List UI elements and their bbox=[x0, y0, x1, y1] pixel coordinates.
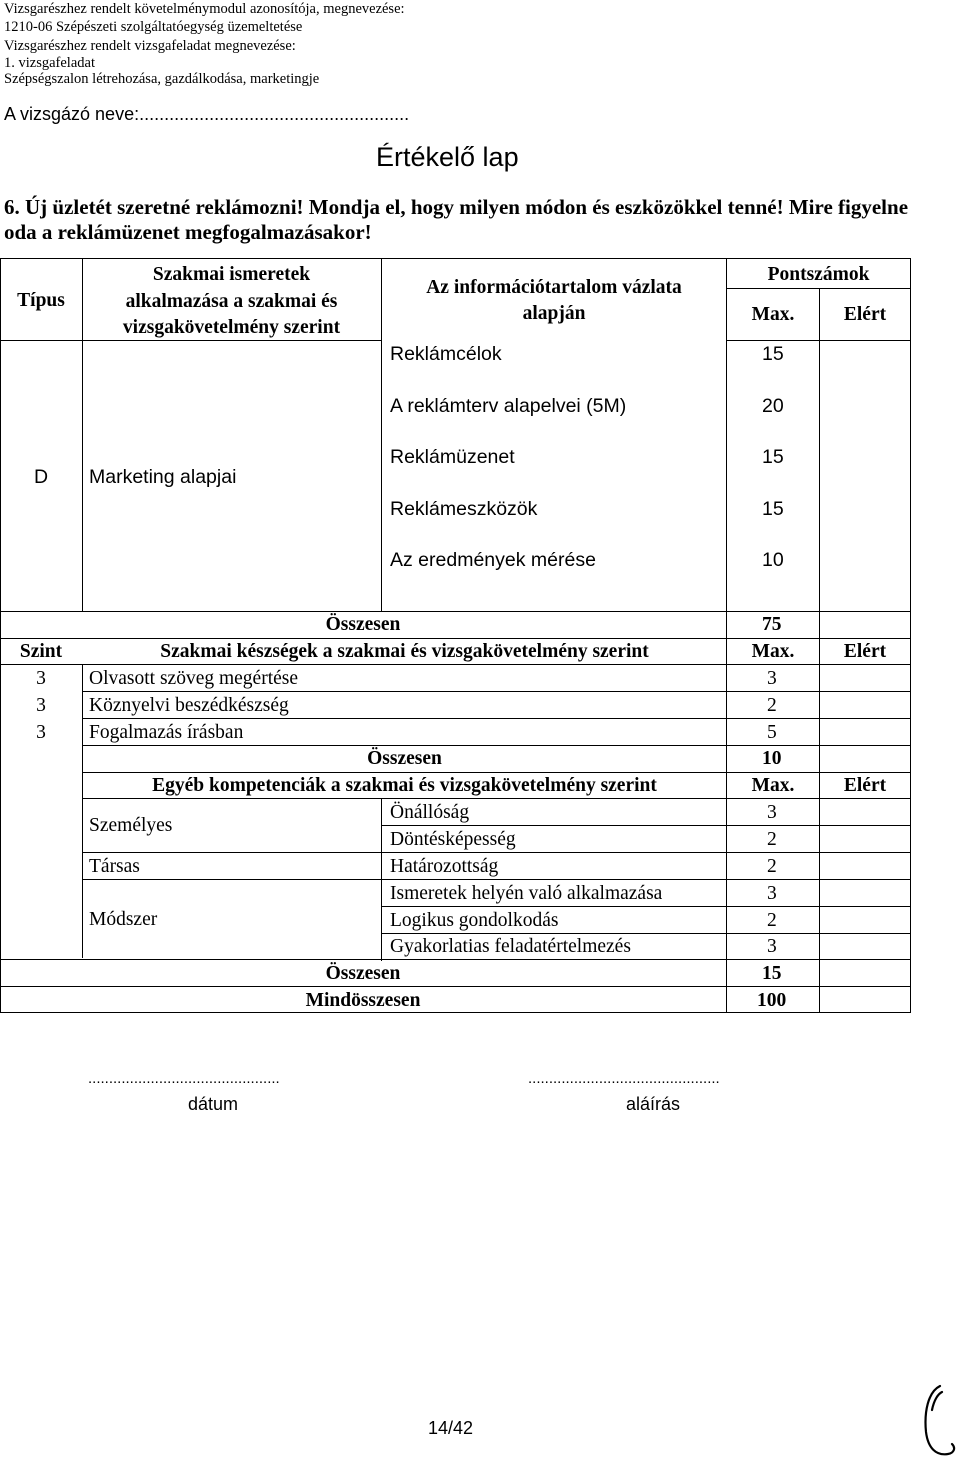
item-label: Reklámüzenet bbox=[390, 446, 515, 468]
competency-label: Logikus gondolkodás bbox=[390, 910, 559, 931]
other-competencies-header: Egyéb kompetenciák a szakmai és vizsgakövetelmény szerint bbox=[152, 775, 657, 796]
skill-level: 3 bbox=[36, 695, 46, 716]
competency-label: Önállóság bbox=[390, 802, 470, 823]
item-max: 20 bbox=[762, 395, 784, 417]
signature-dots: .............................................. bbox=[528, 1070, 720, 1087]
type-value: D bbox=[33, 466, 49, 488]
competency-label: Gyakorlatias feladatértelmezés bbox=[390, 936, 631, 957]
module-id-label: Vizsgarészhez rendelt követelménymodul azonosítója, megnevezése: bbox=[4, 1, 405, 17]
item-max: 15 bbox=[762, 446, 784, 468]
task-number: 1. vizsgafeladat bbox=[4, 55, 95, 71]
competency-max: 2 bbox=[767, 910, 777, 931]
group-personal: Személyes bbox=[89, 815, 173, 836]
grand-total-value: 100 bbox=[757, 990, 787, 1011]
col-achieved-header-2: Elért bbox=[843, 641, 887, 662]
competency-label: Döntésképesség bbox=[390, 829, 516, 850]
item-label: Reklámeszközök bbox=[390, 498, 538, 520]
date-dots: .............................................. bbox=[88, 1070, 280, 1087]
item-max: 15 bbox=[762, 343, 784, 365]
col-points-header: Pontszámok bbox=[767, 264, 870, 285]
item-label: A reklámterv alapelvei (5M) bbox=[390, 395, 627, 417]
section3-total-value: 15 bbox=[762, 963, 782, 984]
item-max: 15 bbox=[762, 498, 784, 520]
question-text: 6. Új üzletét szeretné reklámozni! Mondja el, hogy milyen módon és eszközökkel tenné! Mire figyelne oda a reklámüzenet megfogalmazásakor! bbox=[4, 195, 909, 244]
task-name: Szépségszalon létrehozása, gazdálkodása, marketingje bbox=[4, 71, 320, 87]
col-skills-header: Szakmai készségek a szakmai és vizsgakövetelmény szerint bbox=[160, 641, 649, 662]
col-max-header-2: Max. bbox=[751, 641, 795, 662]
skill-label: Köznyelvi beszédkészség bbox=[89, 695, 289, 716]
handwritten-initial bbox=[918, 1382, 958, 1460]
competency-max: 3 bbox=[767, 802, 777, 823]
group-method: Módszer bbox=[89, 909, 158, 930]
col-max-header-3: Max. bbox=[751, 775, 795, 796]
skill-max: 2 bbox=[767, 695, 777, 716]
col-info-header-2: alapján bbox=[522, 303, 586, 324]
competency-max: 2 bbox=[767, 829, 777, 850]
item-label: Az eredmények mérése bbox=[390, 549, 596, 571]
competency-max: 3 bbox=[767, 936, 777, 957]
section1-total-value: 75 bbox=[762, 614, 782, 635]
col-level-header: Szint bbox=[19, 641, 63, 662]
task-label: Vizsgarészhez rendelt vizsgafeladat megnevezése: bbox=[4, 38, 296, 54]
signature-label: aláírás bbox=[626, 1094, 681, 1114]
item-label: Reklámcélok bbox=[390, 343, 502, 365]
col-achieved-header: Elért bbox=[843, 304, 887, 325]
col-achieved-header-3: Elért bbox=[843, 775, 887, 796]
module-name: 1210-06 Szépészeti szolgáltatóegység üzemeltetése bbox=[4, 19, 303, 35]
knowledge-value: Marketing alapjai bbox=[89, 466, 237, 488]
col-info-header-1: Az információtartalom vázlata bbox=[426, 277, 682, 298]
section2-total-value: 10 bbox=[762, 748, 782, 769]
competency-label: Ismeretek helyén való alkalmazása bbox=[390, 883, 663, 904]
section1-total-label: Összesen bbox=[325, 614, 401, 635]
col-knowledge-header-1: Szakmai ismeretek bbox=[152, 264, 311, 285]
candidate-name-line: A vizsgázó neve:...................................................... bbox=[4, 104, 410, 124]
col-type-header: Típus bbox=[17, 290, 65, 311]
competency-max: 3 bbox=[767, 883, 777, 904]
col-max-header: Max. bbox=[751, 304, 795, 325]
page-number: 14/42 bbox=[428, 1418, 474, 1438]
skill-level: 3 bbox=[36, 668, 46, 689]
group-social: Társas bbox=[89, 856, 140, 877]
item-max: 10 bbox=[762, 549, 784, 571]
skill-label: Olvasott szöveg megértése bbox=[89, 668, 299, 689]
col-knowledge-header-2: alkalmazása a szakmai és bbox=[125, 291, 338, 312]
grand-total-label: Mindösszesen bbox=[305, 990, 421, 1011]
col-knowledge-header-3: vizsgakövetelmény szerint bbox=[122, 317, 341, 338]
page-title: Értékelő lap bbox=[376, 142, 519, 172]
section3-total-label: Összesen bbox=[325, 963, 401, 984]
competency-max: 2 bbox=[767, 856, 777, 877]
skill-level: 3 bbox=[36, 722, 46, 743]
section2-total-label: Összesen bbox=[367, 748, 442, 769]
date-label: dátum bbox=[188, 1094, 239, 1114]
skill-max: 5 bbox=[767, 722, 777, 743]
competency-label: Határozottság bbox=[390, 856, 499, 877]
skill-max: 3 bbox=[767, 668, 777, 689]
skill-label: Fogalmazás írásban bbox=[89, 722, 244, 743]
